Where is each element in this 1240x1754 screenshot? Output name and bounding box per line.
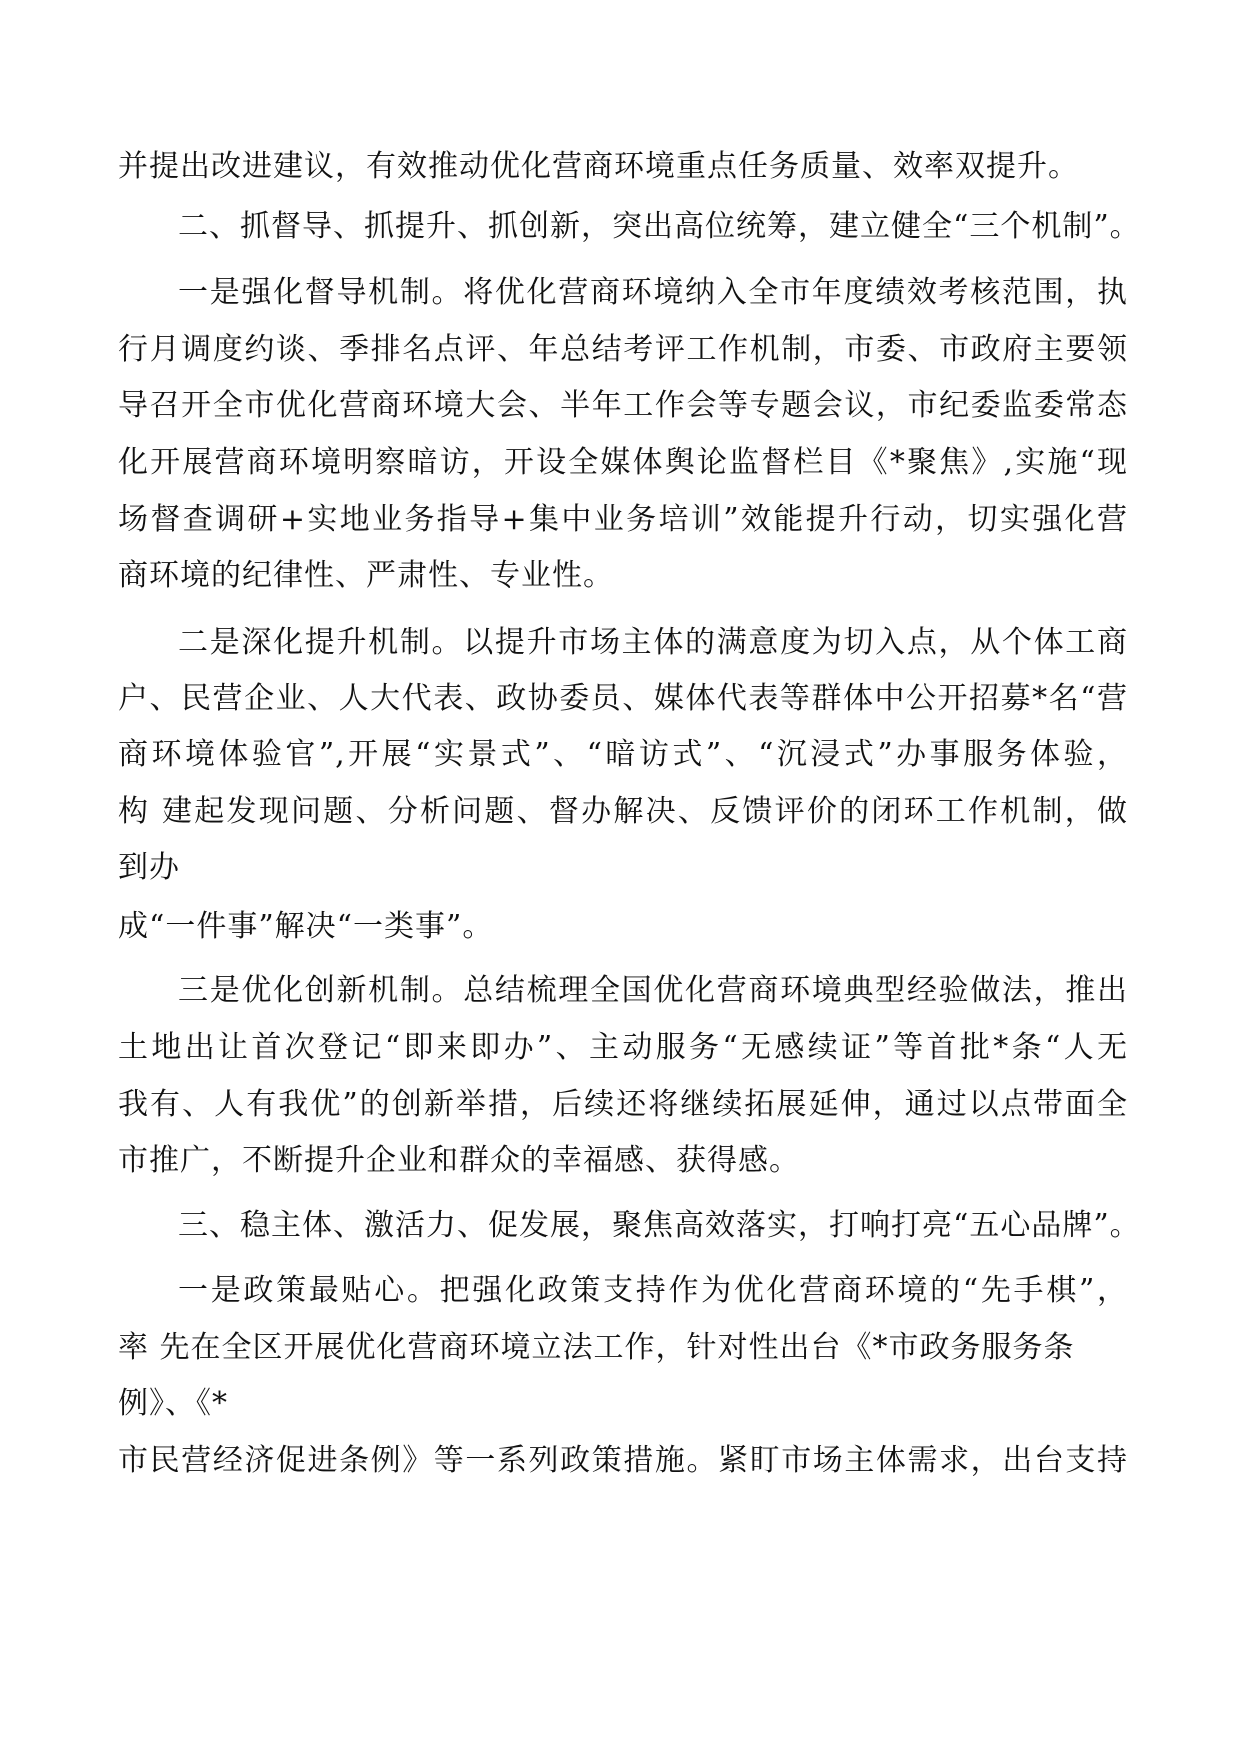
text-line: 土地出让首次登记“即来即办”、主动服务“无感续证”等首批*条“人无 [118, 1030, 1128, 1065]
text-line: 三是优化创新机制。总结梳理全国优化营商环境典型经验做法，推出 [178, 973, 1128, 1008]
text-line: 二是深化提升机制。以提升市场主体的满意度为切入点，从个体工商 [178, 625, 1128, 660]
text-line: 市民营经济促进条例》等一系列政策措施。紧盯市场主体需求，出台支持 [118, 1443, 1128, 1478]
text-line: 率 先在全区开展优化营商环境立法工作，针对性出台《*市政务服务条 [118, 1330, 1075, 1365]
text-line: 行月调度约谈、季排名点评、年总结考评工作机制，市委、市政府主要领 [118, 332, 1128, 367]
text-line: 商环境体验官”,开展“实景式”、“暗访式”、“沉浸式”办事服务体验， [118, 737, 1128, 772]
text-line: 我有、人有我优”的创新举措，后续还将继续拓展延伸，通过以点带面全 [118, 1087, 1128, 1122]
text-line: 一是强化督导机制。将优化营商环境纳入全市年度绩效考核范围，执 [178, 275, 1128, 310]
text-line: 市推广，不断提升企业和群众的幸福感、获得感。 [118, 1143, 800, 1178]
text-line: 导召开全市优化营商环境大会、半年工作会等专题会议，市纪委监委常态 [118, 388, 1128, 423]
text-line: 构 建起发现问题、分析问题、督办解决、反馈评价的闭环工作机制，做 [118, 794, 1128, 829]
text-line: 成“一件事”解决“一类事”。 [118, 909, 494, 944]
text-line: 例》、《* [118, 1386, 228, 1421]
text-line: 一是政策最贴心。把强化政策支持作为优化营商环境的“先手棋”， [178, 1273, 1128, 1308]
text-line: 户、民营企业、人大代表、政协委员、媒体代表等群体中公开招募*名“营 [118, 681, 1128, 716]
text-line: 到办 [118, 850, 180, 885]
text-line: 并提出改进建议，有效推动优化营商环境重点任务质量、效率双提升。 [118, 149, 1079, 184]
text-line: 化开展营商环境明察暗访，开设全媒体舆论监督栏目《*聚焦》,实施“现 [118, 445, 1128, 480]
text-line: 商环境的纪律性、严肃性、专业性。 [118, 558, 614, 593]
text-line: 三、稳主体、激活力、促发展，聚焦高效落实，打响打亮“五心品牌”。 [178, 1208, 1141, 1243]
text-line: 场督查调研+实地业务指导+集中业务培训”效能提升行动，切实强化营 [118, 502, 1128, 537]
text-line: 二、抓督导、抓提升、抓创新，突出高位统筹，建立健全“三个机制”。 [178, 209, 1141, 244]
